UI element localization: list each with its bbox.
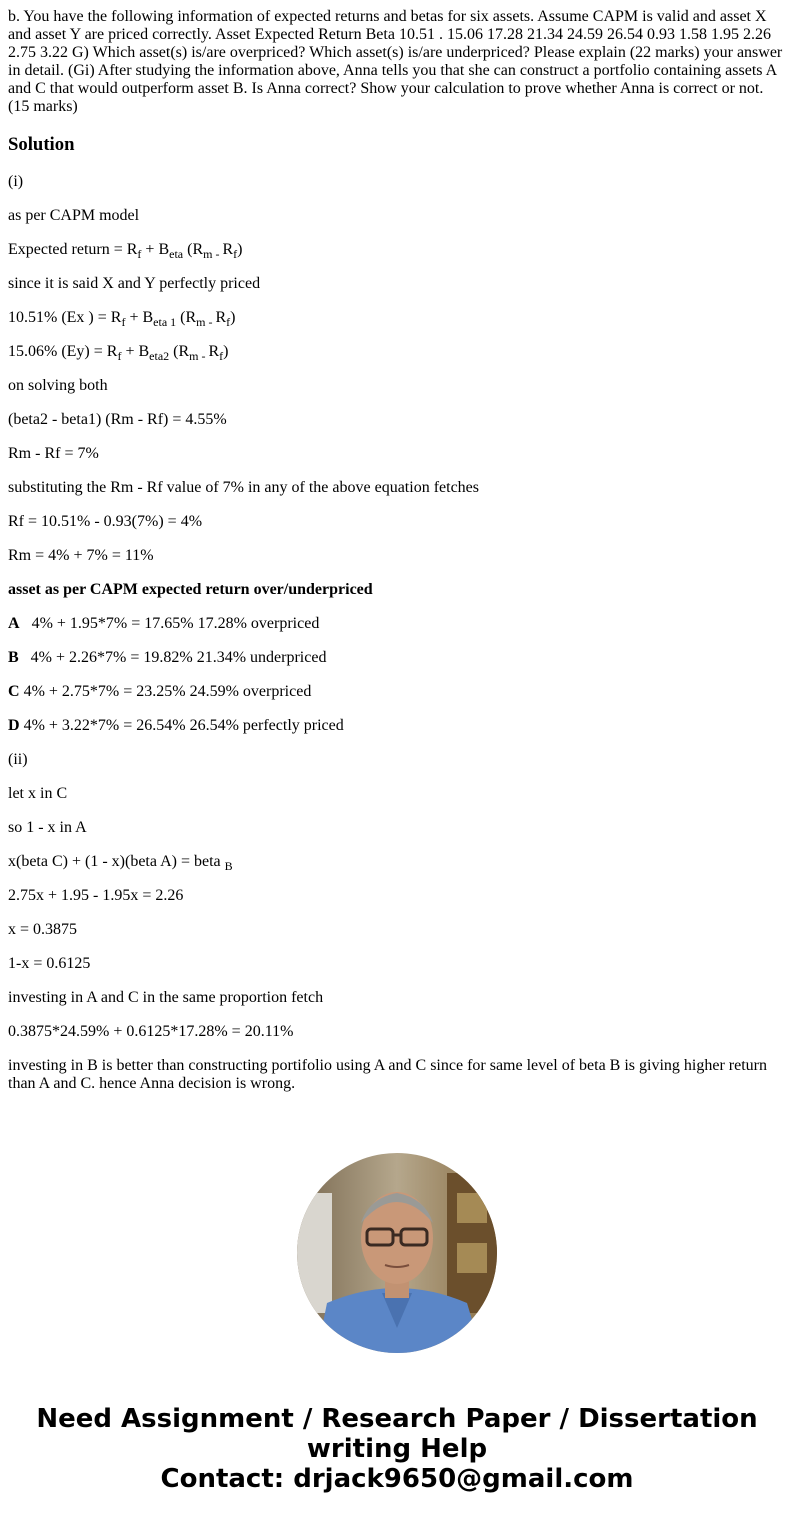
substitution-note: substituting the Rm - Rf value of 7% in any of the above equation fetches: [8, 479, 479, 496]
beta-equation: 2.75x + 1.95 - 1.95x = 2.26: [8, 887, 184, 904]
asset-row-a: A 4% + 1.95*7% = 17.65% 17.28% overpriced: [8, 615, 320, 632]
promo-footer: [0, 1404, 794, 1494]
market-return: Rm = 4% + 7% = 11%: [8, 547, 154, 564]
solving-note: on solving both: [8, 377, 108, 394]
capm-formula: Expected return = $R_f + B_{eta}$ ($R_{m -}$ $R_f$): [8, 241, 243, 261]
weight-c: let x in C: [8, 785, 68, 802]
asset-row-d: D 4% + 3.22*7% = 26.54% 26.54% perfectly priced: [8, 717, 344, 734]
x-value: x = 0.3875: [8, 921, 78, 938]
weight-a: so 1 - x in A: [8, 819, 87, 836]
portfolio-note: investing in A and C in the same proportion fetch: [8, 989, 324, 1006]
market-premium: Rm - Rf = 7%: [8, 445, 99, 462]
one-minus-x-value: 1-x = 0.6125: [8, 955, 91, 972]
portfolio-beta-eq: x(beta C) + (1 - x)(beta A) = beta $_B$: [8, 853, 233, 873]
solution-heading: Solution: [8, 134, 75, 155]
part-i-label: (i): [8, 173, 24, 190]
author-photo: [297, 1153, 497, 1353]
beta-difference-eq: (beta2 - beta1) (Rm - Rf) = 4.55%: [8, 411, 227, 428]
asset-table-header: asset as per CAPM expected return over/underpriced: [8, 581, 373, 598]
asset-row-c: C 4% + 2.75*7% = 23.25% 24.59% overpriced: [8, 683, 312, 700]
question-text: b. You have the following information of expected returns and betas for six assets. Assume CAPM is valid and asset X and asset Y are priced correctly. Asset Expected Return Beta 10.51 . 15.06 17.28 21.34 24.59 26.54 0.93 1.58 1.95 2.26 2.75 3.22 G) Which asset(s) is/are overpriced? Which asset(s) is/are underpriced? Please explain (22 marks) your answer in detail. (Gi) After studying the information above, Anna tells you that she can construct a portfolio containing assets A and C that would outperform asset B. Is Anna correct? Show your calculation to prove whether Anna is correct or not. (15 marks): [8, 8, 783, 115]
xy-priced-note: since it is said X and Y perfectly priced: [8, 275, 261, 292]
footer-line-1: Need Assignment / Research Paper / Dissertation: [36, 1404, 758, 1434]
portfolio-return: 0.3875*24.59% + 0.6125*17.28% = 20.11%: [8, 1023, 294, 1040]
asset-row-b: B 4% + 2.26*7% = 19.82% 21.34% underpriced: [8, 649, 327, 666]
capm-intro: as per CAPM model: [8, 207, 140, 224]
equation-y: 15.06% $(Ey) = R_f + B_{eta2}$ ($R_{m -}$ $R_f$): [8, 343, 229, 363]
part-ii-label: (ii): [8, 751, 28, 768]
solution-page: [8, 8, 786, 1093]
footer-contact: Contact: drjack9650@gmail.com: [160, 1464, 634, 1494]
footer-line-2: writing Help: [306, 1434, 488, 1464]
equation-x: 10.51% (Ex ) = $R_f + B_{eta 1}$ ($R_{m -}$ $R_f$): [8, 309, 236, 329]
conclusion: investing in B is better than constructing portifolio using A and C since for same level of beta B is giving higher return than A and C. hence Anna decision is wrong.: [8, 1057, 767, 1092]
author-portrait-image: [297, 1153, 497, 1353]
risk-free-rate: Rf = 10.51% - 0.93(7%) = 4%: [8, 513, 203, 530]
